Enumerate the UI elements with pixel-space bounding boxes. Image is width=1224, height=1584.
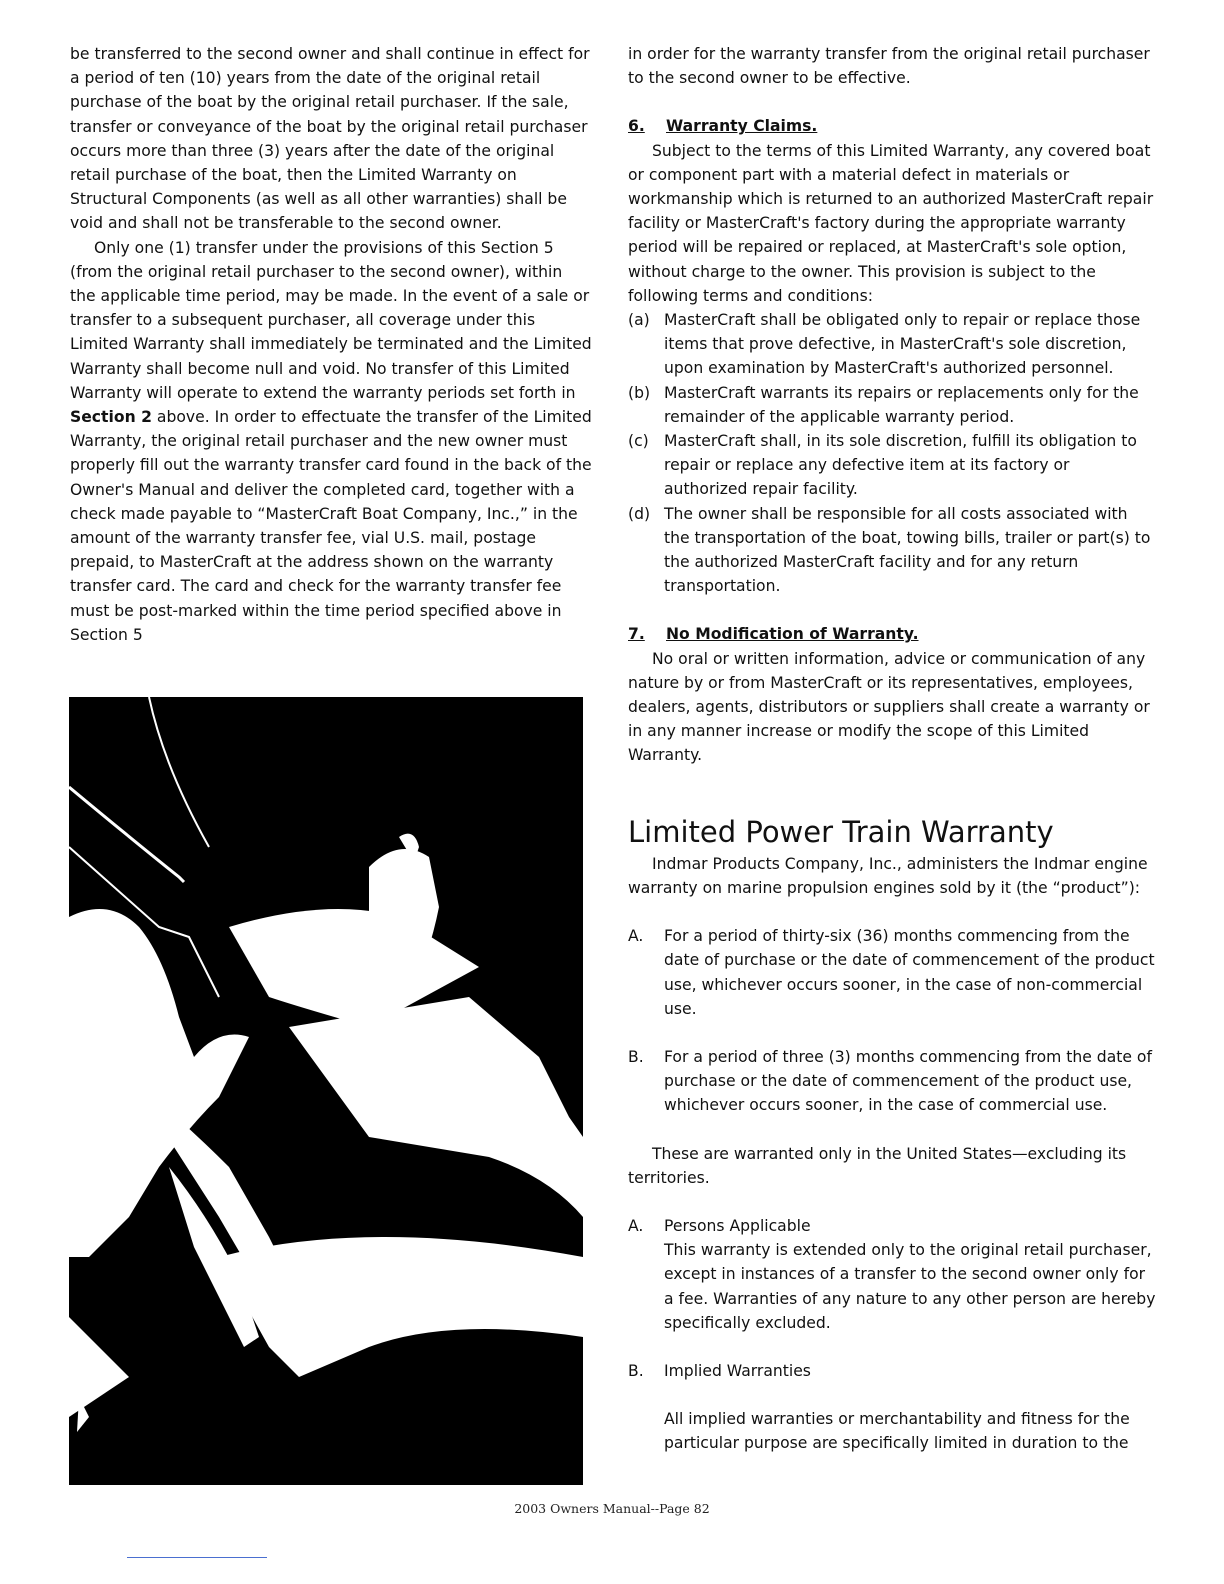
section-6-heading [628, 114, 1156, 138]
right-column [628, 42, 1156, 1456]
limited-power-train-warranty-title: Limited Power Train Warranty [628, 814, 1054, 849]
list-item-text: For a period of thirty-six (36) months commencing from the date of purchase or the date of commencement of the product use, whichever occurs sooner, in the case of non-commercial use. [664, 927, 1155, 1018]
section-6-title: Warranty Claims. [666, 117, 818, 136]
list-item-label: A. [628, 927, 644, 946]
section-7-body: No oral or written information, advice or communication of any nature by or from MasterCraft or its representatives, employees, dealers, agents, distributors or suppliers shall create a warranty or in any manner increase or modify the scope of this Limited Warranty. [628, 649, 1150, 765]
paragraph-one-transfer-a: Only one (1) transfer under the provisions of this Section 5 (from the original retail purchaser to the second owner), within the applicable time period, may be made. In the event of a sale or transfer to a subsequent purchaser, all coverage under this Limited Warranty shall immediately be terminated and the Limited Warranty shall become null and void. No transfer of this Limited Warranty will operate to extend the warranty periods set forth in [70, 238, 592, 402]
paragraph-transfer-effective: in order for the warranty transfer from the original retail purchaser to the second owner to be effective. [628, 45, 1150, 88]
implied-warranties-title: Implied Warranties [664, 1361, 811, 1380]
section-2-reference: Section 2 [70, 408, 152, 427]
list-item-label: (d) [628, 504, 651, 523]
section-7-number: 7. [628, 625, 645, 644]
list-item-text: MasterCraft warrants its repairs or replacements only for the remainder of the applicable warranty period. [664, 383, 1139, 426]
power-train-item-b [628, 1045, 1156, 1118]
left-column [70, 42, 592, 647]
list-item-label: (b) [628, 383, 651, 402]
list-item-label: B. [628, 1361, 644, 1380]
list-item-text: The owner shall be responsible for all costs associated with the transportation of the boat, towing bills, trailer or part(s) to the authorized MasterCraft facility and for any return transportation. [664, 504, 1151, 596]
territory-note: These are warranted only in the United States—excluding its territories. [628, 1144, 1127, 1187]
power-train-intro: Indmar Products Company, Inc., administers the Indmar engine warranty on marine propulsion engines sold by it (the “product”): [628, 854, 1148, 897]
footer-divider [127, 1557, 267, 1558]
section-7-heading [628, 622, 1156, 646]
section-6-body: Subject to the terms of this Limited Warranty, any covered boat or component part with a material defect in materials or workmanship which is returned to an authorized MasterCraft repair facility or MasterCraft's factory during the appropriate warranty period will be repaired or replaced, at MasterCraft's sole option, without charge to the owner. This provision is subject to the following terms and conditions: [628, 141, 1154, 305]
list-item-label: B. [628, 1047, 644, 1066]
list-item [628, 502, 1156, 599]
list-item-label: (c) [628, 432, 649, 451]
page-footer: 2003 Owners Manual--Page 82 [514, 1501, 710, 1516]
power-train-item-a [628, 924, 1156, 1021]
list-item-text: For a period of three (3) months commencing from the date of purchase or the date of commencement of the product use, whichever occurs sooner, in the case of commercial use. [664, 1047, 1152, 1115]
paragraph-transfer-period: be transferred to the second owner and shall continue in effect for a period of ten (10) years from the date of the original retail purchase of the boat by the original retail purchaser. If the sale, transfer or conveyance of the boat by the original retail purchaser occurs more than three (3) years after the date of the original retail purchase of the boat, then the Limited Warranty on Structural Components (as well as all other warranties) shall be void and shall not be transferable to the second owner. [70, 45, 590, 233]
implied-warranties [628, 1359, 1156, 1383]
list-item-label: (a) [628, 311, 650, 330]
section-6-number: 6. [628, 117, 645, 136]
section-7-title: No Modification of Warranty. [666, 625, 919, 644]
list-item-text: MasterCraft shall be obligated only to repair or replace those items that prove defective, in MasterCraft's sole discretion, upon examination by MasterCraft's authorized personnel. [664, 311, 1141, 378]
paragraph-one-transfer [70, 236, 592, 647]
implied-warranties-body-row [628, 1407, 1156, 1455]
list-item [628, 308, 1156, 381]
list-item [628, 429, 1156, 502]
persons-applicable [628, 1214, 1156, 1335]
persons-applicable-title: Persons Applicable [664, 1216, 811, 1235]
boat-photo [69, 697, 583, 1485]
list-item-label: A. [628, 1216, 644, 1235]
persons-applicable-content [664, 1214, 1156, 1335]
implied-warranties-body: All implied warranties or merchantability and fitness for the particular purpose are specifically limited in duration to the [664, 1410, 1130, 1453]
paragraph-one-transfer-b: above. In order to effectuate the transfer of the Limited Warranty, the original retail purchaser and the new owner must properly fill out the warranty transfer card found in the back of the Owner's Manual and deliver the completed card, together with a check made payable to “MasterCraft Boat Company, Inc.,” in the amount of the warranty transfer fee, vial U.S. mail, postage prepaid, to MasterCraft at the address shown on the warranty transfer card. The card and check for the warranty transfer fee must be post-marked within the time period specified above in Section 5 [70, 408, 592, 644]
persons-applicable-body: This warranty is extended only to the original retail purchaser, except in instances of a transfer to the second owner only for a fee. Warranties of any nature to any other person are hereby specifically excluded. [664, 1241, 1156, 1332]
list-item [628, 381, 1156, 429]
list-item-text: MasterCraft shall, in its sole discretion, fulfill its obligation to repair or replace any defective item at its factory or authorized repair facility. [664, 432, 1137, 499]
